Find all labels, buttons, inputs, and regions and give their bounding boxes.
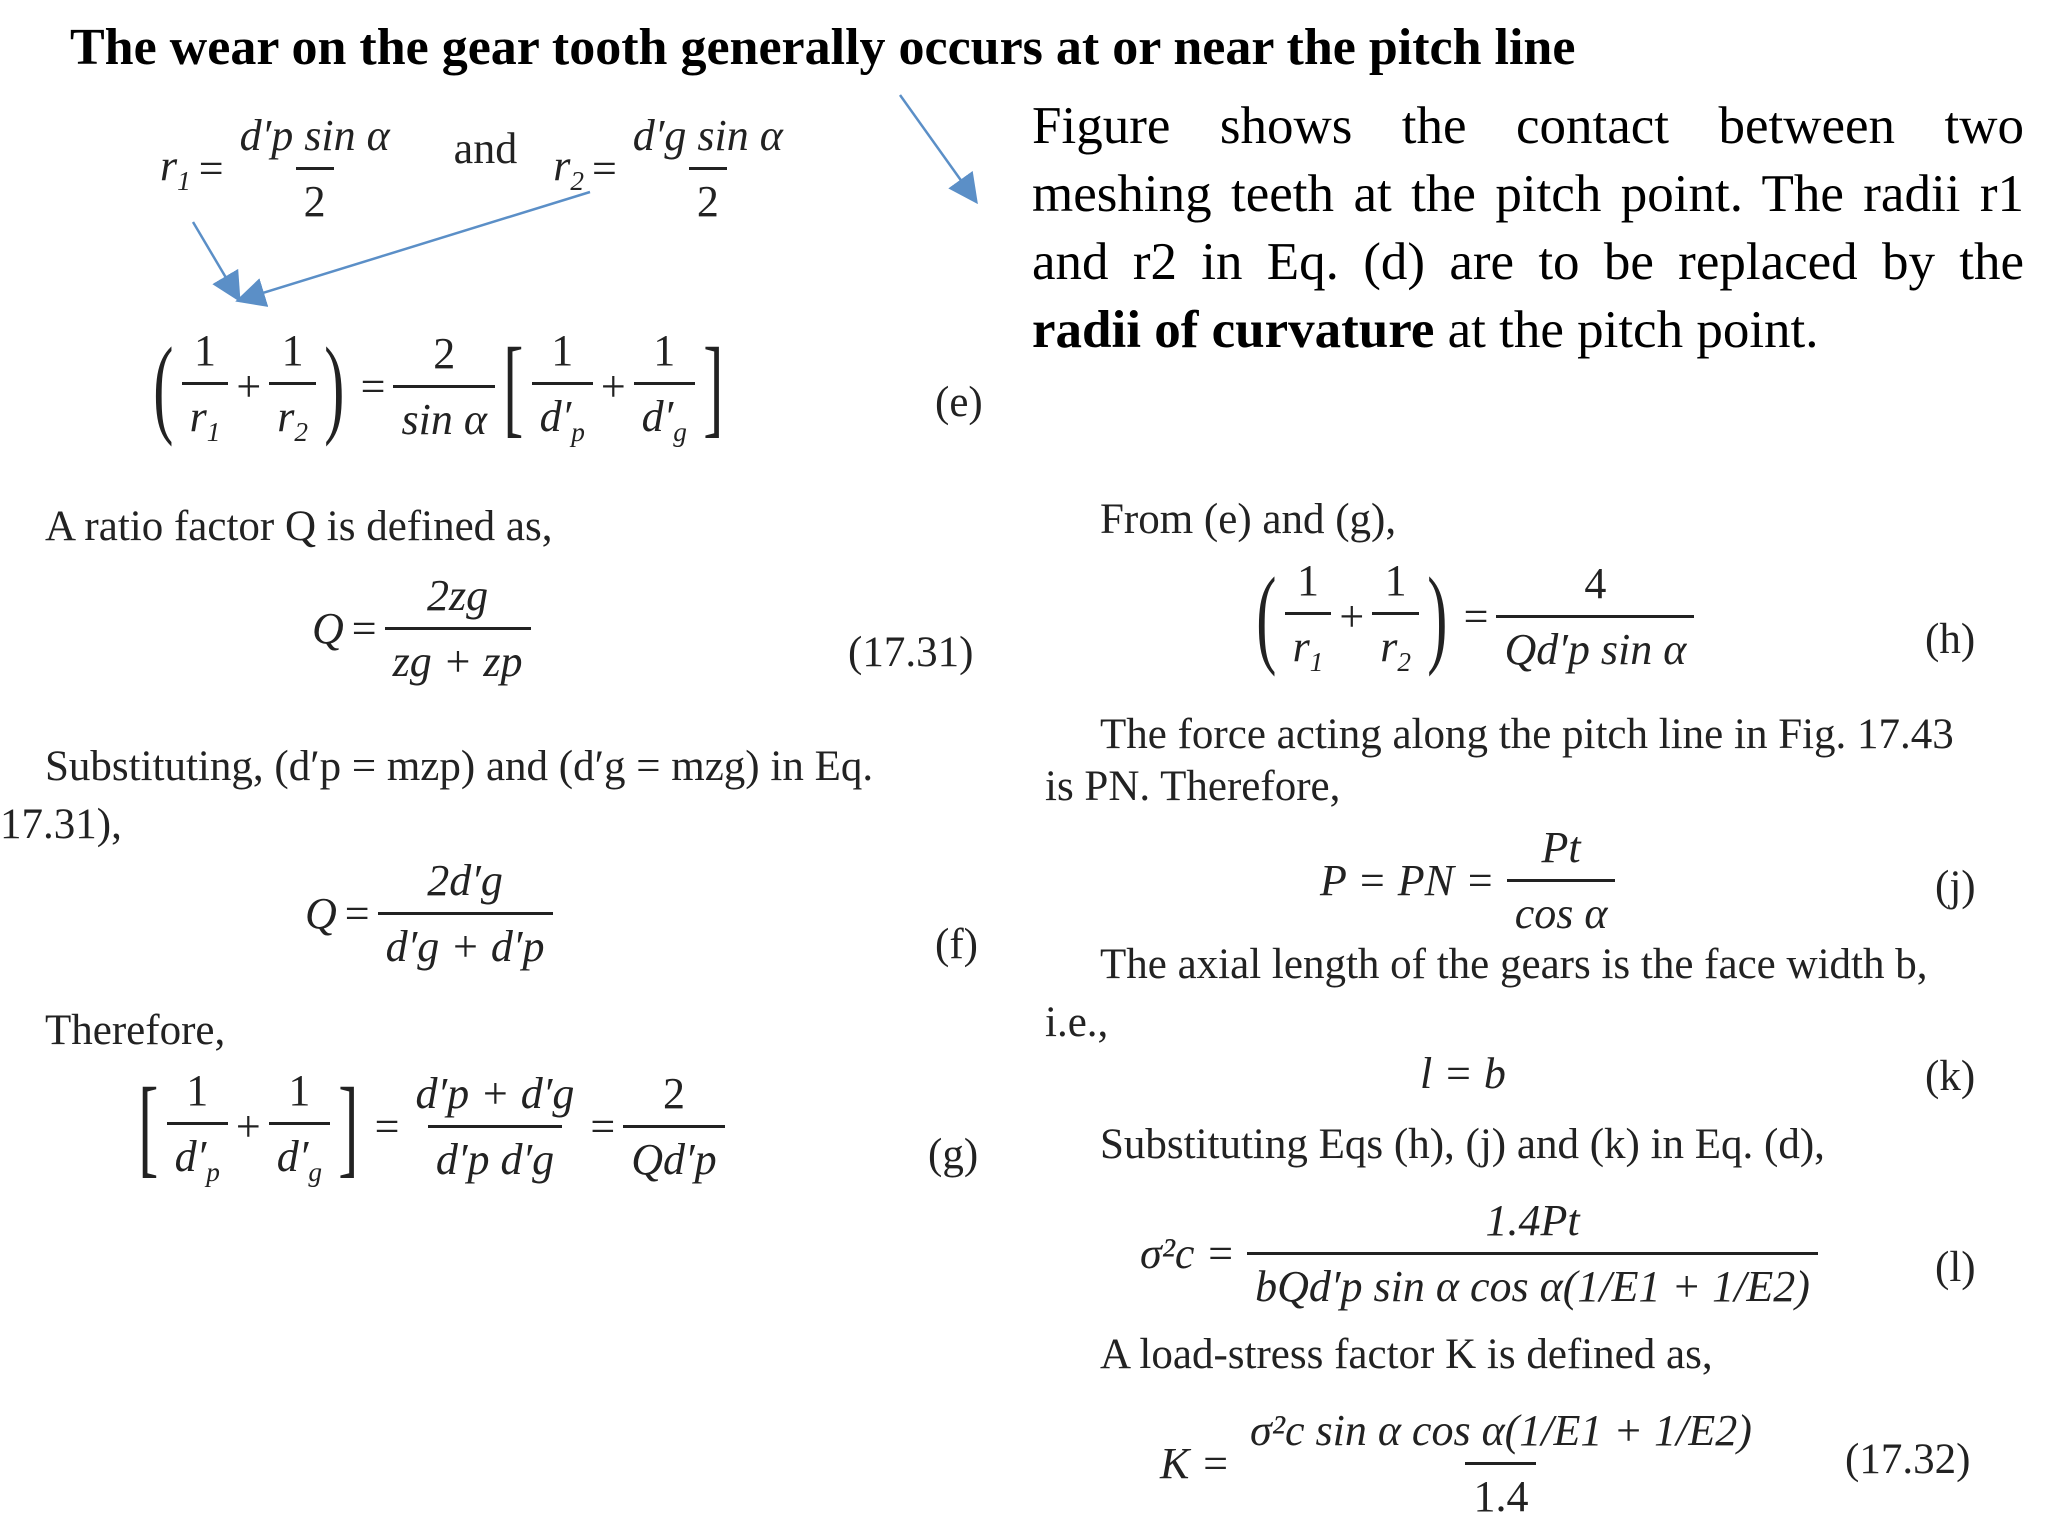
equation-label-17-32: (17.32)	[1845, 1436, 1971, 1483]
substituting-text-cont: 17.31),	[0, 801, 122, 848]
equation-17-32: K = $\frac{\text{σ²c sin α cos α(1/E1 + 1/E2)}}{1.4}$	[1160, 1406, 1752, 1521]
r2-fraction: $\frac{\text{d′g sin α}}{2}$	[632, 111, 783, 226]
equation-k: l = b	[1420, 1049, 1506, 1098]
axial-text-line2: i.e.,	[1045, 999, 1109, 1046]
equation-j: P = PN = $\frac{Pt}{\text{cos α}}$	[1320, 822, 1615, 939]
r2-symbol: $r_2$	[553, 141, 584, 196]
equation-label-17-31: (17.31)	[848, 629, 974, 676]
arrow-to-description	[900, 95, 975, 200]
equation-17-31: Q = $\frac{2zg}{zg + zp}$	[312, 570, 531, 687]
equation-e: ( $\frac{1}{r_1}$ + $\frac{1}{r_2}$ ) = $\frac{2}{\text{sin α}}$ [ $\frac{1}{d'_p}$ + $\frac{1}{d'_g}$ ]	[153, 325, 724, 448]
axial-text-line1: The axial length of the gears is the face width b,	[1100, 941, 1928, 988]
description-text-1: Figure shows the contact between two meshing teeth at the pitch point. The radii r1 and r2 in Eq. (d) are to be replaced by the	[1032, 97, 2024, 291]
equation-label-e: (e)	[935, 379, 983, 426]
equation-label-k: (k)	[1925, 1053, 1976, 1100]
description-text-2: at the pitch point.	[1434, 301, 1819, 359]
substituting-text: Substituting, (d′p = mzp) and (d′g = mzg) in Eq.	[45, 743, 874, 790]
equation-l: σ²c = $\frac{1.4Pt}{\text{bQd′p sin α cos α(1/E1 + 1/E2)}}$	[1140, 1195, 1818, 1312]
equation-g: [ $\frac{1}{d'_p}$ + $\frac{1}{d'_g}$ ] = $\frac{d'p + d'g}{\text{d′p d′g}}$ = $\frac{2}{Qd'p}$	[130, 1065, 725, 1188]
force-text-line1: The force acting along the pitch line in Fig. 17.43	[1100, 711, 1954, 758]
ratio-factor-intro: A ratio factor Q is defined as,	[45, 503, 553, 550]
equation-label-g: (g)	[928, 1131, 979, 1178]
equation-label-l: (l)	[1935, 1244, 1976, 1291]
from-e-and-g-text: From (e) and (g),	[1100, 496, 1397, 543]
therefore-text: Therefore,	[45, 1007, 226, 1054]
arrow-r1-to-e	[193, 222, 238, 298]
description-bold-term: radii of curvature	[1032, 301, 1435, 359]
equation-label-j: (j)	[1935, 863, 1976, 910]
page-title: The wear on the gear tooth generally occurs at or near the pitch line	[70, 19, 1576, 76]
equation-label-f: (f)	[935, 921, 978, 968]
equation-label-h: (h)	[1925, 616, 1976, 663]
force-text-line2: is PN. Therefore,	[1045, 763, 1341, 810]
equation-r-definitions: $r_1$ = $\frac{\text{d′p sin α}}{2}$ and $r_2$ = $\frac{\text{d′g sin α}}{2}$	[160, 110, 791, 227]
and-word: and	[453, 124, 518, 173]
equation-f: Q = $\frac{2d'g}{d'g + d'p}$	[305, 855, 553, 972]
r1-symbol: $r_1$	[160, 141, 191, 196]
equation-h: ( $\frac{1}{r_1}$ + $\frac{1}{r_2}$ ) = $\frac{4}{\text{Qd′p sin α}}$	[1248, 555, 1694, 678]
load-stress-intro: A load-stress factor K is defined as,	[1100, 1331, 1713, 1378]
r1-fraction: $\frac{\text{d′p sin α}}{2}$	[239, 111, 390, 226]
substituting-eqs-text: Substituting Eqs (h), (j) and (k) in Eq. (d),	[1100, 1121, 1825, 1168]
